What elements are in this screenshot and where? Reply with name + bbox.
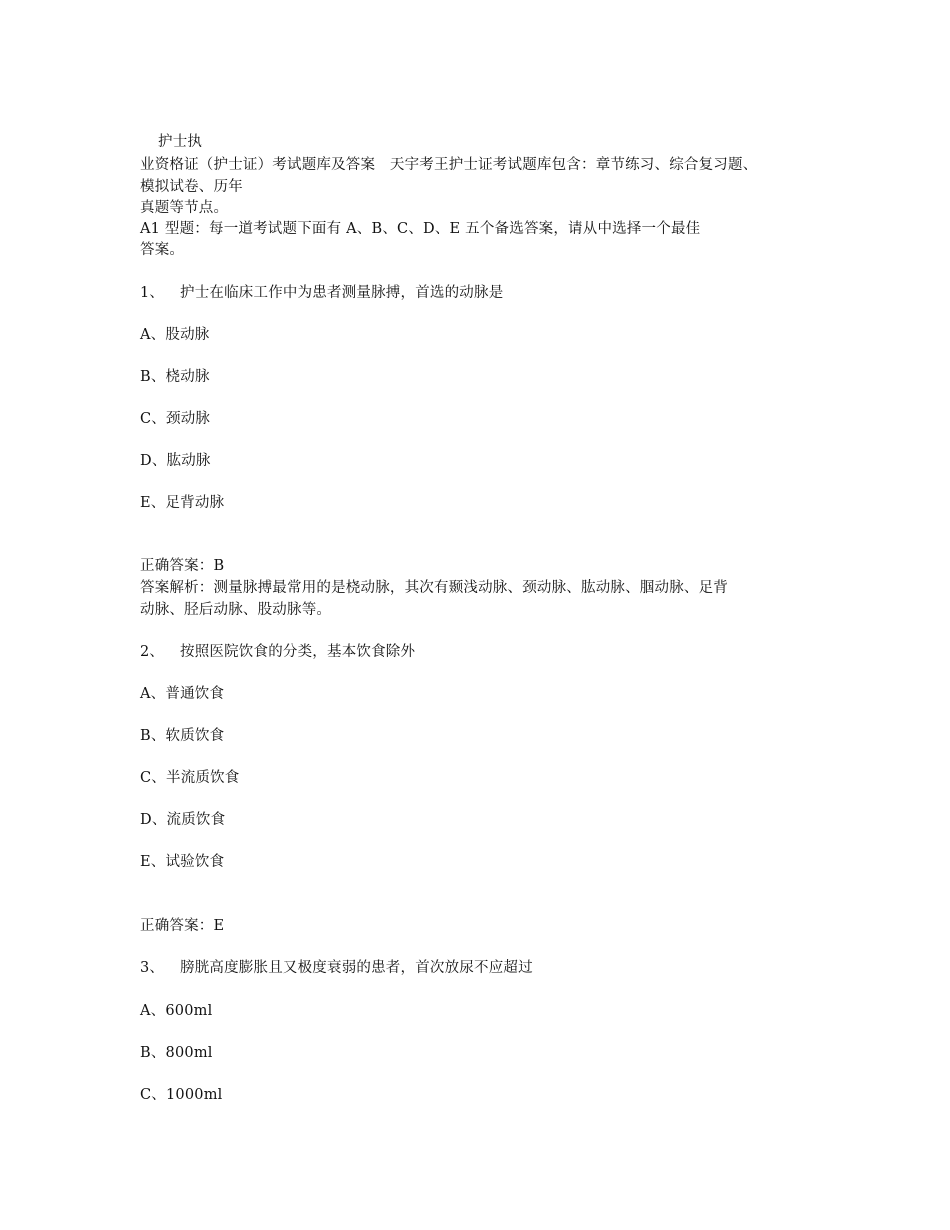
intro-line-4: 真题等节点。 xyxy=(140,200,229,216)
explanation-line-1: 答案解析：测量脉搏最常用的是桡动脉，其次有颞浅动脉、颈动脉、肱动脉、腘动脉、足背 xyxy=(140,580,728,596)
correct-answer: 正确答案：B xyxy=(140,558,225,574)
instructions-line-2: 答案。 xyxy=(140,242,185,258)
question-1 xyxy=(140,283,503,303)
intro-line-3: 模拟试卷、历年 xyxy=(140,179,243,195)
option-c: C、颈动脉 xyxy=(140,411,211,427)
question-text: 护士在临床工作中为患者测量脉搏，首选的动脉是 xyxy=(180,285,504,301)
intro-line-1: 护士执 xyxy=(158,134,203,150)
question-number: 2、 xyxy=(140,644,165,660)
intro-line-2: 业资格证（护士证）考试题库及答案 天宇考王护士证考试题库包含：章节练习、综合复习题、 xyxy=(140,157,758,173)
explanation-line-2: 动脉、胫后动脉、股动脉等。 xyxy=(140,602,332,618)
question-text: 膀胱高度膨胀且又极度衰弱的患者，首次放尿不应超过 xyxy=(180,960,533,976)
question-number: 3、 xyxy=(140,960,165,976)
question-3 xyxy=(140,958,533,978)
question-text: 按照医院饮食的分类，基本饮食除外 xyxy=(180,644,416,660)
question-2 xyxy=(140,642,415,662)
option-c: C、1000ml xyxy=(140,1087,223,1103)
correct-answer: 正确答案：E xyxy=(140,918,225,934)
option-e: E、足背动脉 xyxy=(140,495,225,511)
option-a: A、股动脉 xyxy=(140,327,210,343)
option-b: B、桡动脉 xyxy=(140,369,210,385)
question-number: 1、 xyxy=(140,285,165,301)
option-c: C、半流质饮食 xyxy=(140,770,240,786)
instructions-line-1: A1 型题：每一道考试题下面有 A、B、C、D、E 五个备选答案，请从中选择一个最佳 xyxy=(140,221,701,237)
option-b: B、800ml xyxy=(140,1045,213,1061)
option-d: D、流质饮食 xyxy=(140,812,226,828)
option-b: B、软质饮食 xyxy=(140,728,225,744)
option-a: A、普通饮食 xyxy=(140,686,225,702)
option-a: A、600ml xyxy=(140,1003,213,1019)
option-e: E、试验饮食 xyxy=(140,854,225,870)
option-d: D、肱动脉 xyxy=(140,453,211,469)
